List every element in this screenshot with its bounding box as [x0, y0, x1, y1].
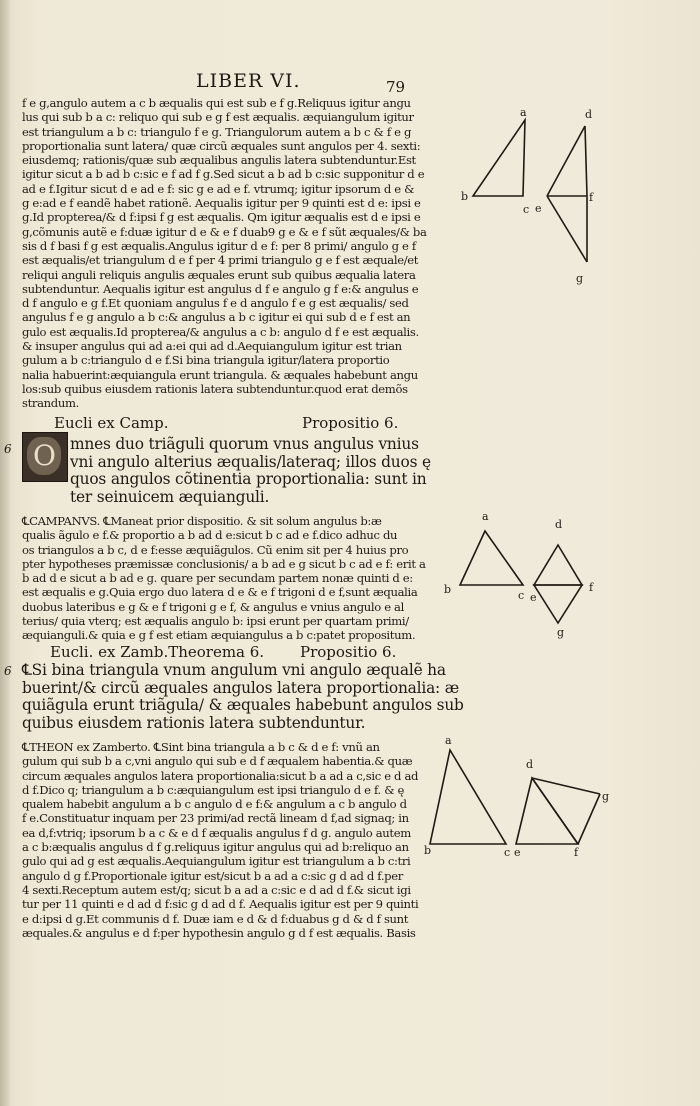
figure3-line-gf [578, 794, 600, 844]
figure1-label-c: c [523, 203, 530, 216]
geometric-figure-3 [420, 730, 620, 870]
figure3-triangle-def [516, 778, 578, 844]
figure1-label-f: f [589, 191, 594, 204]
figure2-triangle-def [534, 545, 582, 585]
figure1-triangle-abc [473, 120, 525, 196]
figure3-label-b: b [424, 844, 432, 857]
figure1-line-df [585, 126, 587, 196]
proposition-text-1: mnes duo triãguli quorum vnus angulus vnius vni angulo alterius æqualis/lateraq; illos duos ę quos angulos cõtinentia proportionalia: sunt in ter seinuicem æquianguli. [70, 435, 431, 506]
heading-campanus-right: Propositio 6. [302, 414, 399, 432]
proposition-text-2: ℄Si bina triangula vnum angulum vni angulo æqualẽ ha buerint/& circũ æquales angulos latera proportionalia: æ quiãgula erunt triãgula/ & æquales habebunt angulos sub quibus eiusdem rationis latera subtenduntur. [22, 661, 464, 732]
figure3-label-g: g [602, 790, 610, 803]
figure2-label-b: b [444, 583, 452, 596]
heading-campanus-left: Eucli ex Camp. [54, 414, 169, 432]
figure1-label-b: b [461, 190, 469, 203]
margin-number-2: 6 [4, 664, 12, 678]
figure2-label-d: d [555, 518, 563, 531]
figure3-label-a: a [445, 734, 452, 747]
geometric-figure-2 [440, 505, 610, 645]
figure2-triangle-gef [534, 585, 582, 623]
figure1-label-d: d [585, 108, 593, 121]
running-head: LIBER VI. [196, 70, 301, 92]
figure2-label-e: e [530, 591, 537, 604]
decorated-initial [22, 432, 68, 482]
heading-zamberto-right: Propositio 6. [300, 643, 397, 661]
heading-zamberto-left: Eucli. ex Zamb.Theorema 6. [50, 643, 265, 661]
initial-letter: O [33, 439, 56, 472]
figure1-line-de [547, 126, 585, 196]
figure3-label-e: e [514, 846, 521, 859]
figure3-label-c: c [504, 846, 511, 859]
figure1-label-a: a [520, 106, 527, 119]
figure1-label-e: e [535, 202, 542, 215]
figure1-line-eg [547, 196, 587, 262]
figure3-label-d: d [526, 758, 534, 771]
figure2-label-g: g [557, 626, 565, 639]
page-gutter-shadow [0, 0, 10, 1106]
text-block-1: f e g,angulo autem a c b æqualis qui est sub e f g.Reliquus igitur angu lus qui sub b a c: reliquo qui sub e g f est æqualis. æquiangulum igitur est triangulum a b c: triangulo f e g. Triangulorum autem a b c & f e g proportionalia sunt latera/ quæ circũ æquales sunt angulos per 4. sexti: eiusdemq; rationis/quæ sub æqualibus angulis latera subtenduntur.Est igitur sicut a b ad b c:sic e f ad f g.Sed sicut a b ad b c:sic supponitur d e ad e f.Igitur sicut d e ad e f: sic g e ad e f. vtrumq; igitur ipsorum d e & g e:ad e f eandẽ habet rationẽ. Aequalis igitur per 9 quinti est d e: ipsi e g.Id propterea/& d f:ipsi f g est æqualis. Qm igitur æqualis est d e ipsi e g,cõmunis autẽ e f:duæ igitur d e & e f duab9 g e & e f sũt æquales/& ba sis d f basi f g est æqualis.Angulus igitur d e f: per 8 primi/ angulo g e f est æqualis/et triangulum d e f per 4 primi triangulo g e f est æquale/et reliqui anguli reliquis angulis æquales erunt sub quibus æqualia latera subtenduntur. Aequalis igitur est angulus d f e angulo g f e:& angulus e d f angulo e g f.Et quoniam angulus f e d angulo f e g est æqualis/ sed angulus f e g angulo a b c:& angulus a b c igitur ei qui sub d e f est an gulo est æqualis.Id propterea/& angulus a c b: angulo d f e est æqualis. & insuper angulus qui ad a:ei qui ad d.Aequiangulum igitur est trian gulum a b c:triangulo d e f.Si bina triangula igitur/latera proportio nalia habuerint:æquiangula erunt triangula. & æquales habebunt angu los:sub quibus eiusdem rationis latera subtenduntur.quod erat demõs strandum. [22, 96, 427, 411]
figure1-label-g: g [576, 272, 584, 285]
figure3-triangle-abc [430, 750, 506, 844]
figure3-label-f: f [574, 846, 579, 859]
figure2-triangle-abc [460, 531, 523, 585]
text-block-2: ℄CAMPANVS. ℄Maneat prior dispositio. & sit solum angulus b:æ qualis ãgulo e f.& proportio a b ad d e:sicut b c ad e f.dico adhuc du os triangulos a b c, d e f:esse æquiãgulos. Cũ enim sit per 4 huius pro pter hypotheses præmissæ conclusionis/ a b ad e g sicut b c ad e f: erit a b ad d e sicut a b ad e g. quare per secundam partem nonæ quinti d e: est æqualis e g.Quia ergo duo latera d e & e f trigoni d e f,sunt æqualia duobus lateribus e g & e f trigoni g e f, & angulus e vnius angulo e al terius/ quia vterq; est æqualis angulo b: ipsi erunt per quartam primi/ æquianguli.& quia e g f est etiam æquiangulus a b c:patet propositum. [22, 514, 426, 643]
figure2-label-f: f [589, 581, 594, 594]
figure2-label-a: a [482, 510, 489, 523]
figure2-label-c: c [518, 589, 525, 602]
folio-number: 79 [386, 78, 406, 96]
geometric-figure-1 [455, 100, 615, 290]
text-block-3: ℄THEON ex Zamberto. ℄Sint bina triangula a b c & d e f: vnũ an gulum qui sub b a c,vni angulo qui sub e d f æqualem habentia.& quæ circum æquales angulos latera proportionalia:sicut b a ad a c,sic e d ad d f.Dico q; triangulum a b c:æquiangulum est ipsi triangulo d e f. & ę qualem habebit angulum a b c angulo d e f:& angulum a c b angulo d f e.Constituatur inquam per 23 primi/ad rectã lineam d f,ad signaq; in ea d,f:vtriq; ipsorum b a c & e d f æqualis angulus f d g. angulo autem a c b:æqualis angulus d f g.reliquus igitur angulus qui ad b:reliquo an gulo qui ad g est æqualis.Aequiangulum igitur est triangulum a b c:tri angulo d g f.Proportionale igitur est/sicut b a ad a c:sic g d ad d f.per 4 sexti.Receptum autem est/q; sicut b a ad a c:sic e d ad d f.& sicut igi tur per 11 quinti e d ad d f:sic g d ad d f. Aequalis igitur est per 9 quinti e d:ipsi d g.Et communis d f. Duæ iam e d & d f:duabus g d & d f sunt æquales.& angulus e d f:per hypothesin angulo g d f est æqualis. Basis [22, 740, 419, 940]
margin-number-1: 6 [4, 442, 12, 456]
